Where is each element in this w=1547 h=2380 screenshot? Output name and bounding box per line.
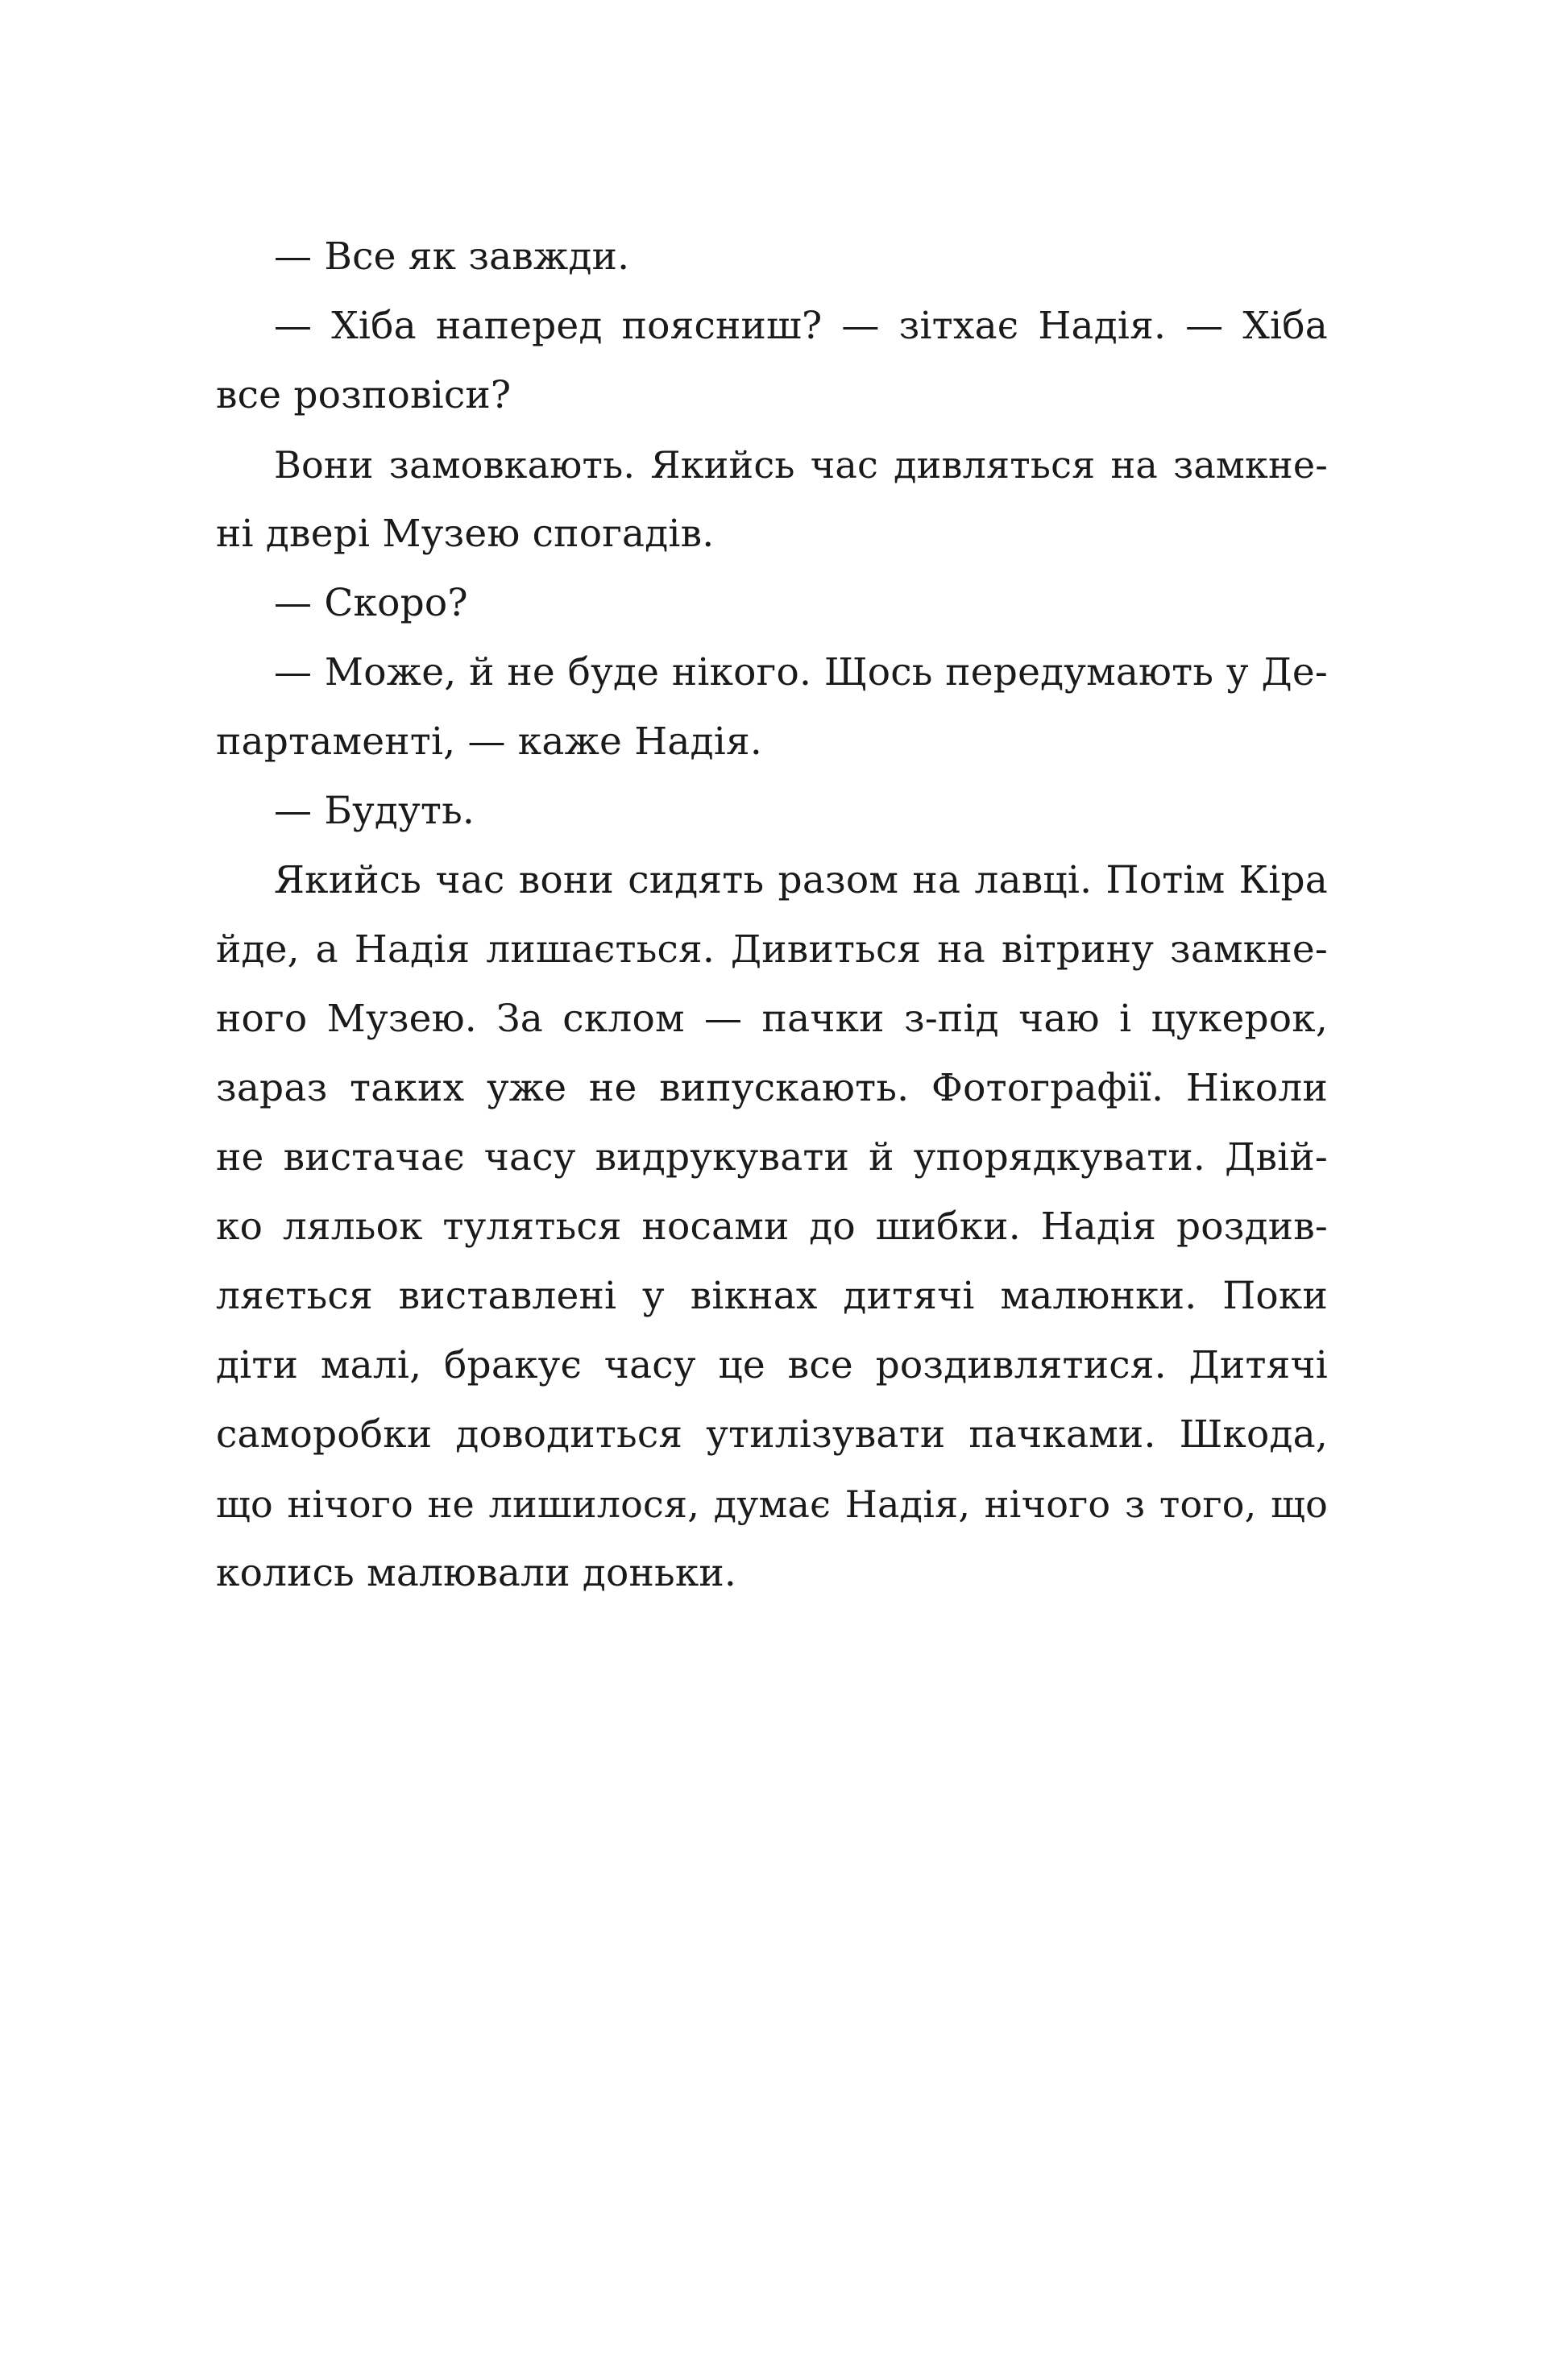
text-line: ляється виставлені у вікнах дитячі малюнки. Поки [216, 1274, 1328, 1318]
text-line: — Все як завжди. [274, 234, 630, 279]
text-line: — Може, й не буде нікого. Щось передумають у Де- [274, 650, 1328, 695]
text-line: партаменті, — каже Надія. [216, 719, 762, 764]
text-line: йде, а Надія лишається. Дивиться на вітрину замкне- [216, 927, 1328, 972]
text-line: — Будуть. [274, 789, 475, 833]
text-line: діти малі, бракує часу це все роздивлятися. Дитячі [216, 1343, 1328, 1387]
text-line: — Хіба наперед поясниш? — зітхає Надія. — Хіба [274, 304, 1328, 348]
text-line: ко ляльок туляться носами до шибки. Надія роздив- [216, 1205, 1328, 1249]
text-line: що нічого не лишилося, думає Надія, нічого з того, що [216, 1482, 1328, 1526]
text-line: Вони замовкають. Якийсь час дивляться на замкне- [274, 443, 1328, 487]
text-line: зараз таких уже не випускають. Фотографії. Ніколи [216, 1066, 1328, 1110]
text-line: саморобки доводиться утилізувати пачками. Шкода, [216, 1412, 1328, 1457]
text-line: все розповіси? [216, 373, 512, 417]
text-line: ного Музею. За склом — пачки з-під чаю і цукерок, [216, 997, 1328, 1041]
text-line: ні двері Музею спогадів. [216, 512, 715, 556]
text-line: — Скоро? [274, 581, 468, 625]
text-line: Якийсь час вони сидять разом на лавці. Потім Кіра [274, 858, 1328, 902]
text-line: не вистачає часу видрукувати й упорядкувати. Двій- [216, 1135, 1328, 1180]
text-line: колись малювали доньки. [216, 1551, 737, 1595]
